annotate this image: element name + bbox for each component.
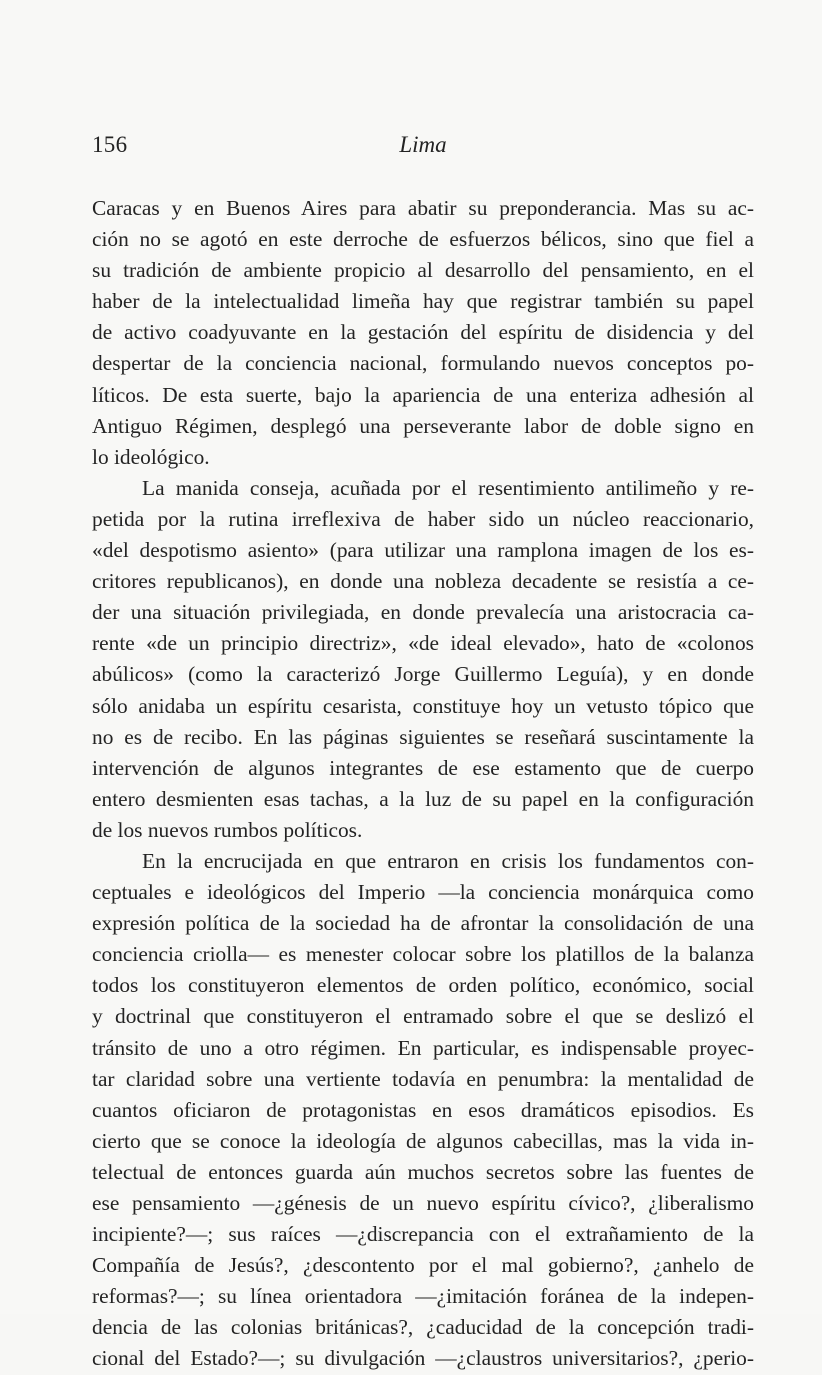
text-line: no es de recibo. En las páginas siguientes se reseñará suscintamente la xyxy=(92,724,754,749)
text-line: der una situación privilegiada, en donde prevalecía una aristocracia ca- xyxy=(92,600,754,625)
text-line: conciencia criolla— es menester colocar sobre los platillos de la balanza xyxy=(92,942,754,967)
text-line: líticos. De esta suerte, bajo la apariencia de una enteriza adhesión al xyxy=(92,382,754,407)
text-line: La manida conseja, acuñada por el resentimiento antilimeño y re- xyxy=(142,475,754,500)
text-line: dencia de las colonias británicas?, ¿caducidad de la concepción tradi- xyxy=(92,1315,754,1340)
text-line: cierto que se conoce la ideología de algunos cabecillas, mas la vida in- xyxy=(92,1128,754,1153)
text-line: Antiguo Régimen, desplegó una perseverante labor de doble signo en xyxy=(92,413,754,438)
text-line: Compañía de Jesús?, ¿descontento por el mal gobierno?, ¿anhelo de xyxy=(92,1253,754,1278)
text-line: telectual de entonces guarda aún muchos secretos sobre las fuentes de xyxy=(92,1159,754,1184)
page-header xyxy=(92,132,754,168)
text-line: cuantos oficiaron de protagonistas en esos dramáticos episodios. Es xyxy=(92,1097,754,1122)
text-line: abúlicos» (como la caracterizó Jorge Guillermo Leguía), y en donde xyxy=(92,662,754,687)
text-line: ese pensamiento —¿génesis de un nuevo espíritu cívico?, ¿liberalismo xyxy=(92,1191,754,1215)
page-number: 156 xyxy=(92,132,128,157)
text-line: ción no se agotó en este derroche de esfuerzos bélicos, sino que fiel a xyxy=(92,227,754,252)
body-text xyxy=(92,193,754,1375)
text-line: expresión política de la sociedad ha de afrontar la consolidación de una xyxy=(92,911,754,936)
text-line: de activo coadyuvante en la gestación del espíritu de disidencia y del xyxy=(92,320,754,345)
text-line: lo ideológico. xyxy=(92,444,210,469)
text-line: ceptuales e ideológicos del Imperio —la conciencia monárquica como xyxy=(92,880,754,905)
text-line: critores republicanos), en donde una nobleza decadente se resistía a ce- xyxy=(92,569,754,594)
text-line: haber de la intelectualidad limeña hay que registrar también su papel xyxy=(92,289,754,314)
text-line: despertar de la conciencia nacional, formulando nuevos conceptos po- xyxy=(92,351,754,376)
text-line: intervención de algunos integrantes de ese estamento que de cuerpo xyxy=(92,755,754,780)
text-line: rente «de un principio directriz», «de ideal elevado», hato de «colonos xyxy=(92,631,754,656)
text-line: todos los constituyeron elementos de orden político, económico, social xyxy=(92,973,754,998)
text-line: entero desmienten esas tachas, a la luz de su papel en la configuración xyxy=(92,786,754,811)
text-line: Caracas y en Buenos Aires para abatir su preponderancia. Mas su ac- xyxy=(92,196,754,220)
text-line: su tradición de ambiente propicio al desarrollo del pensamiento, en el xyxy=(92,258,754,283)
text-line: petida por la rutina irreflexiva de haber sido un núcleo reaccionario, xyxy=(92,506,754,531)
running-head: Lima xyxy=(399,132,447,157)
text-line: sólo anidaba un espíritu cesarista, constituye hoy un vetusto tópico que xyxy=(92,693,754,718)
text-line: de los nuevos rumbos políticos. xyxy=(92,817,363,842)
text-line: tránsito de uno a otro régimen. En particular, es indispensable proyec- xyxy=(92,1035,754,1060)
text-line: «del despotismo asiento» (para utilizar una ramplona imagen de los es- xyxy=(92,538,754,563)
text-line: En la encrucijada en que entraron en crisis los fundamentos con- xyxy=(142,848,754,873)
text-line: reformas?—; su línea orientadora —¿imitación foránea de la indepen- xyxy=(92,1284,754,1309)
text-line: y doctrinal que constituyeron el entramado sobre el que se deslizó el xyxy=(92,1004,754,1029)
text-line: tar claridad sobre una vertiente todavía en penumbra: la mentalidad de xyxy=(92,1066,754,1091)
text-line: cional del Estado?—; su divulgación —¿claustros universitarios?, ¿perio- xyxy=(92,1346,754,1371)
text-line: incipiente?—; sus raíces —¿discrepancia con el extrañamiento de la xyxy=(92,1222,754,1247)
